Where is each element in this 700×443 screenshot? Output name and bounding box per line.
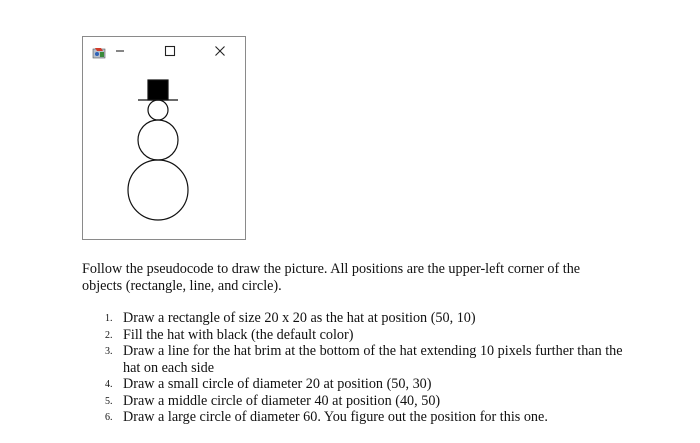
step-number: 4.	[105, 379, 113, 390]
java-app-icon	[92, 46, 106, 64]
step-number: 2.	[105, 329, 113, 341]
step-item	[105, 376, 625, 393]
step-item	[105, 409, 625, 426]
close-icon	[214, 45, 226, 57]
minimize-icon	[114, 45, 126, 57]
instructions-text: Follow the pseudocode to draw the picture. All positions are the upper-left corner of the objects (rectangle, line, and circle).	[82, 261, 581, 294]
step-item	[105, 343, 625, 376]
step-number: 5.	[105, 395, 113, 407]
step-text: Draw a line for the hat brim at the bottom of the hat extending 10 pixels further than the hat on each side	[123, 343, 623, 376]
step-item	[105, 393, 625, 410]
step-text: Draw a rectangle of size 20 x 20 as the hat at position (50, 10)	[123, 310, 476, 326]
step-item	[105, 310, 625, 327]
step-item	[105, 327, 625, 344]
maximize-icon	[164, 45, 176, 57]
middle-circle	[138, 120, 178, 160]
minimize-button[interactable]	[111, 42, 129, 60]
close-button[interactable]	[211, 42, 229, 60]
step-text: Draw a large circle of diameter 60. You figure out the position for this one.	[123, 409, 548, 425]
drawing-canvas	[83, 65, 245, 239]
small-circle	[148, 100, 168, 120]
step-number: 1.	[105, 313, 113, 324]
step-text: Draw a middle circle of diameter 40 at position (40, 50)	[123, 392, 441, 409]
step-number: 3.	[105, 346, 113, 357]
title-bar	[83, 37, 245, 65]
step-text: Fill the hat with black (the default color)	[123, 326, 354, 343]
app-window	[82, 36, 246, 240]
step-text: Draw a small circle of diameter 20 at position (50, 30)	[123, 376, 432, 392]
step-number: 6.	[105, 412, 113, 423]
maximize-button[interactable]	[161, 42, 179, 60]
instructions-paragraph	[82, 261, 622, 295]
hat-rectangle	[148, 80, 168, 100]
steps-list	[105, 310, 625, 426]
large-circle	[128, 160, 188, 220]
